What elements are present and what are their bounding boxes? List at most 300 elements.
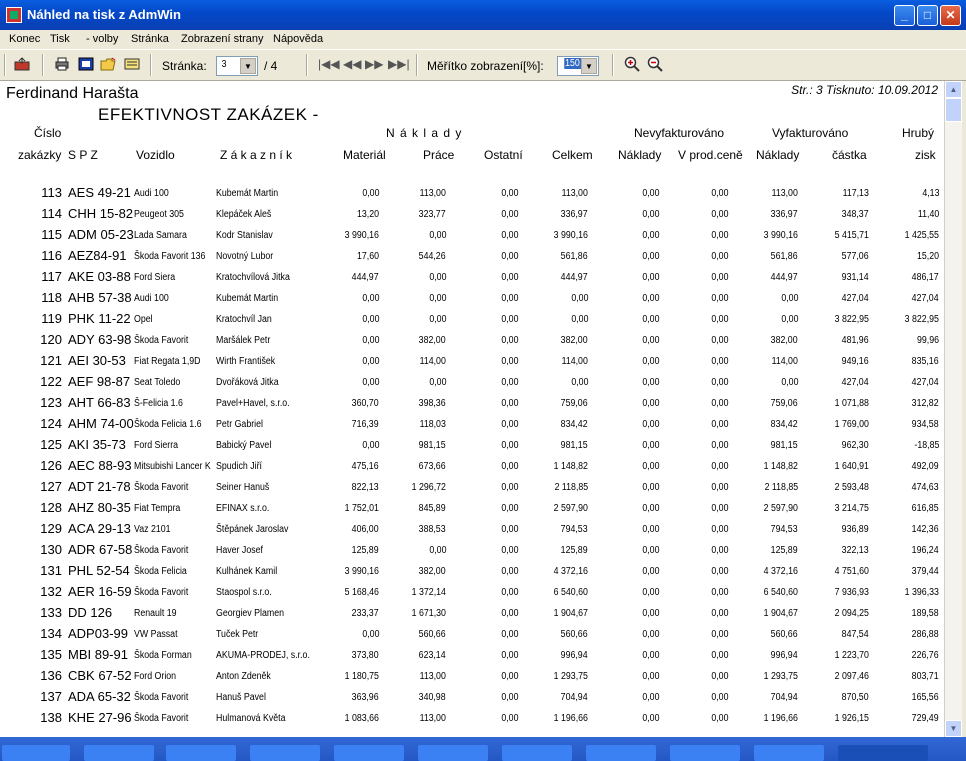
cell-gross-profit: 286,88 (912, 629, 939, 640)
scroll-down-icon[interactable]: ▼ (945, 720, 962, 737)
cell-order-number: 123 (40, 395, 62, 410)
minimize-button[interactable]: _ (894, 5, 915, 26)
cell-labor: 0,00 (428, 377, 446, 388)
cell-spz: ACA 29-13 (68, 521, 131, 536)
toolbar-separator (306, 54, 308, 76)
cell-unbilled-costs: 0,00 (641, 209, 659, 220)
taskbar-button[interactable] (754, 745, 824, 761)
cell-unbilled-sales-price: 0,00 (710, 419, 728, 430)
cell-material: 716,39 (352, 419, 379, 430)
cell-customer: Štěpánek Jaroslav (216, 524, 289, 535)
cell-unbilled-costs: 0,00 (641, 377, 659, 388)
cell-billed-costs: 125,89 (771, 545, 798, 556)
cell-billed-amount: 1 071,88 (834, 398, 869, 409)
cell-material: 3 990,16 (344, 566, 379, 577)
header-ostatni: Ostatní (484, 148, 523, 162)
cell-total: 125,89 (561, 545, 588, 556)
chevron-down-icon[interactable]: ▼ (240, 58, 256, 74)
cell-labor: 845,89 (419, 503, 446, 514)
cell-vehicle: Peugeot 305 (134, 209, 184, 220)
toolbar-separator (416, 54, 418, 76)
cell-billed-costs: 114,00 (771, 356, 798, 367)
cell-total: 834,42 (561, 419, 588, 430)
cell-gross-profit: 226,76 (912, 650, 939, 661)
cell-customer: Georgiev Plamen (216, 608, 284, 619)
cell-order-number: 128 (40, 500, 62, 515)
cell-spz: PHK 11-22 (68, 311, 131, 326)
taskbar-button[interactable] (670, 745, 740, 761)
cell-billed-costs: 704,94 (771, 692, 798, 703)
cell-gross-profit: 427,04 (912, 377, 939, 388)
cell-gross-profit: 142,36 (912, 524, 939, 535)
cell-other: 0,00 (500, 251, 518, 262)
close-button[interactable]: ✕ (940, 5, 961, 26)
cell-customer: Pavel+Havel, s.r.o. (216, 398, 290, 409)
cell-order-number: 132 (40, 584, 62, 599)
cell-total: 2 118,85 (554, 482, 588, 493)
cell-gross-profit: 3 822,95 (904, 314, 939, 325)
report-title: EFEKTIVNOST ZAKÁZEK - (98, 105, 319, 124)
zoom-select-value: 150 (565, 58, 580, 69)
open-folder-icon[interactable] (100, 57, 116, 71)
cell-billed-costs: 981,15 (771, 440, 798, 451)
cell-material: 0,00 (361, 314, 379, 325)
cell-labor: 113,00 (419, 188, 446, 199)
header-naklady-fakt: Náklady (756, 148, 800, 162)
cell-unbilled-sales-price: 0,00 (710, 335, 728, 346)
cell-spz: AHM 74-00 (68, 416, 134, 431)
cell-unbilled-sales-price: 0,00 (710, 314, 728, 325)
cell-customer: Hulmanová Květa (216, 713, 286, 724)
cell-customer: Dvořáková Jitka (216, 377, 279, 388)
table-row (0, 626, 944, 647)
cell-vehicle: Vaz 2101 (134, 524, 171, 535)
cell-material: 5 168,46 (344, 587, 379, 598)
cell-billed-amount: 117,13 (842, 188, 869, 199)
page-setup-icon[interactable] (124, 57, 140, 71)
cell-unbilled-costs: 0,00 (641, 545, 659, 556)
cell-other: 0,00 (500, 293, 518, 304)
cell-total: 2 597,90 (553, 503, 588, 514)
cell-material: 233,37 (352, 608, 379, 619)
cell-billed-amount: 1 640,91 (834, 461, 869, 472)
toolbar-separator (42, 54, 44, 76)
header-spz: S P Z (68, 148, 98, 162)
table-row (0, 458, 944, 479)
cell-unbilled-costs: 0,00 (641, 524, 659, 535)
cell-billed-costs: 0,00 (780, 293, 798, 304)
cell-billed-costs: 759,06 (771, 398, 798, 409)
cell-vehicle: Škoda Felicia (134, 566, 187, 577)
cell-customer: Wirth František (216, 356, 276, 367)
menu-zobrazeni-strany[interactable]: Zobrazení strany (181, 33, 264, 45)
cell-unbilled-costs: 0,00 (641, 314, 659, 325)
cell-gross-profit: 1 425,55 (904, 230, 939, 241)
taskbar-button[interactable] (334, 745, 404, 761)
header-nevyfakturovano: Nevyfakturováno (634, 126, 725, 140)
cell-gross-profit: 1 396,33 (904, 587, 939, 598)
cell-billed-amount: 936,89 (842, 524, 869, 535)
page-total: / 4 (264, 59, 278, 73)
report-owner: Ferdinand Harašta (6, 85, 139, 102)
cell-other: 0,00 (500, 314, 518, 325)
cell-vehicle: Fiat Regata 1,9D (134, 356, 201, 367)
cell-total: 560,66 (561, 629, 588, 640)
cell-unbilled-costs: 0,00 (641, 440, 659, 451)
cell-vehicle: Seat Toledo (134, 377, 181, 388)
cell-customer: Kratochvíl Jan (216, 314, 272, 325)
table-row (0, 332, 944, 353)
cell-billed-amount: 949,16 (842, 356, 869, 367)
header-v-prod-cene: V prod.ceně (678, 148, 743, 162)
cell-billed-costs: 1 196,66 (763, 713, 798, 724)
cell-labor: 382,00 (419, 566, 446, 577)
report-page (0, 81, 944, 737)
cell-unbilled-sales-price: 0,00 (710, 713, 728, 724)
menu-tisk[interactable]: Tisk (50, 33, 70, 45)
taskbar-button[interactable] (586, 745, 656, 761)
page-select[interactable] (216, 56, 258, 76)
cell-other: 0,00 (500, 503, 518, 514)
taskbar (0, 737, 966, 761)
cell-spz: AHB 57-38 (68, 290, 132, 305)
cell-vehicle: Škoda Forman (134, 650, 192, 661)
cell-labor: 623,14 (419, 650, 446, 661)
cell-billed-amount: 3 214,75 (834, 503, 869, 514)
cell-spz: AES 49-21 (68, 185, 131, 200)
menu-volby[interactable]: - volby (86, 33, 119, 45)
cell-customer: Kulhánek Kamil (216, 566, 278, 577)
cell-unbilled-costs: 0,00 (641, 713, 659, 724)
next-page-icon[interactable]: ▶▶ (365, 57, 384, 71)
cell-material: 0,00 (361, 356, 379, 367)
cell-billed-costs: 996,94 (771, 650, 798, 661)
toolbar-separator (612, 54, 614, 76)
cell-other: 0,00 (500, 587, 518, 598)
cell-material: 13,20 (356, 209, 379, 220)
cell-other: 0,00 (500, 230, 518, 241)
cell-total: 794,53 (561, 524, 588, 535)
cell-customer: Kubemát Martin (216, 293, 279, 304)
cell-total: 3 990,16 (553, 230, 588, 241)
cell-unbilled-sales-price: 0,00 (710, 356, 728, 367)
cell-labor: 382,00 (419, 335, 446, 346)
cell-other: 0,00 (500, 398, 518, 409)
cell-other: 0,00 (500, 650, 518, 661)
cell-vehicle: Škoda Favorit (134, 692, 189, 703)
cell-spz: AHT 66-83 (68, 395, 131, 410)
cell-spz: DD 126 (68, 605, 113, 620)
taskbar-button[interactable] (250, 745, 320, 761)
table-row (0, 395, 944, 416)
cell-labor: 1 372,14 (411, 587, 446, 598)
cell-total: 759,06 (561, 398, 588, 409)
cell-order-number: 125 (40, 437, 62, 452)
zoom-select[interactable] (557, 56, 599, 76)
cell-labor: 544,26 (419, 251, 446, 262)
cell-labor: 1 296,72 (411, 482, 446, 493)
cell-billed-costs: 560,66 (771, 629, 798, 640)
table-row (0, 353, 944, 374)
cell-customer: Anton Zdeněk (216, 671, 271, 682)
cell-unbilled-sales-price: 0,00 (710, 251, 728, 262)
cell-labor: 388,53 (419, 524, 446, 535)
cell-other: 0,00 (500, 188, 518, 199)
cell-order-number: 138 (40, 710, 62, 725)
cell-unbilled-costs: 0,00 (641, 461, 659, 472)
cell-unbilled-sales-price: 0,00 (710, 461, 728, 472)
cell-labor: 398,36 (419, 398, 446, 409)
cell-other: 0,00 (500, 608, 518, 619)
cell-spz: MBI 89-91 (68, 647, 128, 662)
header-prace: Práce (423, 148, 455, 162)
cell-total: 561,86 (561, 251, 588, 262)
cell-order-number: 121 (40, 353, 62, 368)
cell-labor: 0,00 (428, 272, 446, 283)
window-title: Náhled na tisk z AdmWin (27, 7, 181, 22)
cell-gross-profit: 15,20 (916, 251, 939, 262)
taskbar-button[interactable] (2, 745, 70, 761)
cell-billed-amount: 870,50 (842, 692, 869, 703)
table-row (0, 185, 944, 206)
cell-spz: AKE 03-88 (68, 269, 131, 284)
cell-vehicle: Škoda Favorit (134, 335, 189, 346)
cell-billed-costs: 382,00 (771, 335, 798, 346)
cell-order-number: 137 (40, 689, 62, 704)
cell-unbilled-costs: 0,00 (641, 293, 659, 304)
cell-billed-costs: 561,86 (771, 251, 798, 262)
cell-billed-amount: 962,30 (842, 440, 869, 451)
cell-billed-amount: 5 415,71 (834, 230, 869, 241)
cell-spz: ADY 63-98 (68, 332, 132, 347)
header-cislo: Číslo (34, 126, 62, 140)
menu-stranka[interactable]: Stránka (131, 33, 169, 45)
cell-gross-profit: 934,58 (912, 419, 939, 430)
taskbar-button-active[interactable] (838, 745, 928, 761)
cell-unbilled-costs: 0,00 (641, 251, 659, 262)
cell-spz: ADR 67-58 (68, 542, 133, 557)
cell-labor: 0,00 (428, 230, 446, 241)
cell-gross-profit: 474,63 (912, 482, 939, 493)
cell-other: 0,00 (500, 419, 518, 430)
cell-customer: Spudich Jiří (216, 461, 262, 472)
zoom-in-icon[interactable] (624, 56, 640, 72)
cell-unbilled-sales-price: 0,00 (710, 440, 728, 451)
cell-billed-amount: 427,04 (842, 293, 869, 304)
cell-billed-amount: 1 223,70 (834, 650, 869, 661)
cell-spz: KHE 27-96 (68, 710, 132, 725)
cell-billed-costs: 336,97 (771, 209, 798, 220)
cell-unbilled-sales-price: 0,00 (710, 545, 728, 556)
cell-customer: Novotný Lubor (216, 251, 274, 262)
page-label: Stránka: (162, 59, 207, 73)
cell-total: 6 540,60 (553, 587, 588, 598)
cell-material: 1 083,66 (344, 713, 379, 724)
cell-unbilled-sales-price: 0,00 (710, 293, 728, 304)
cell-billed-amount: 427,04 (842, 377, 869, 388)
taskbar-button[interactable] (166, 745, 236, 761)
cell-order-number: 120 (40, 332, 62, 347)
cell-material: 360,70 (352, 398, 379, 409)
cell-spz: CHH 15-82 (68, 206, 134, 221)
cell-other: 0,00 (500, 545, 518, 556)
cell-other: 0,00 (500, 671, 518, 682)
cell-unbilled-costs: 0,00 (641, 188, 659, 199)
toolbar-separator (150, 54, 152, 76)
cell-billed-amount: 481,96 (842, 335, 869, 346)
cell-unbilled-costs: 0,00 (641, 482, 659, 493)
cell-billed-amount: 2 097,46 (834, 671, 869, 682)
taskbar-button[interactable] (84, 745, 154, 761)
cell-unbilled-sales-price: 0,00 (710, 482, 728, 493)
cell-customer: Babický Pavel (216, 440, 272, 451)
cell-vehicle: Audi 100 (134, 293, 169, 304)
zoom-out-icon[interactable] (647, 56, 663, 72)
cell-vehicle: Škoda Favorit (134, 482, 189, 493)
cell-total: 0,00 (570, 377, 588, 388)
header-vyfakturovano: Vyfakturováno (772, 126, 849, 140)
title-bar[interactable] (0, 0, 966, 30)
scroll-up-icon[interactable]: ▲ (945, 81, 962, 98)
cell-labor: 981,15 (419, 440, 446, 451)
table-row (0, 710, 944, 731)
cell-material: 0,00 (361, 629, 379, 640)
cell-unbilled-sales-price: 0,00 (710, 566, 728, 577)
cell-unbilled-costs: 0,00 (641, 272, 659, 283)
cell-billed-costs: 6 540,60 (763, 587, 798, 598)
table-row (0, 269, 944, 290)
maximize-button[interactable]: □ (917, 5, 938, 26)
first-page-icon[interactable]: |◀◀ (318, 57, 340, 71)
cell-customer: EFINAX s.r.o. (216, 503, 270, 514)
table-row (0, 689, 944, 710)
cell-other: 0,00 (500, 713, 518, 724)
cell-vehicle: Ford Siera (134, 272, 176, 283)
header-celkem: Celkem (552, 148, 593, 162)
cell-order-number: 115 (41, 227, 62, 242)
cell-billed-costs: 0,00 (780, 314, 798, 325)
cell-order-number: 131 (40, 563, 62, 578)
cell-total: 996,94 (561, 650, 588, 661)
table-row (0, 479, 944, 500)
menu-konec[interactable]: Konec (9, 33, 41, 45)
table-row (0, 206, 944, 227)
cell-other: 0,00 (500, 335, 518, 346)
cell-spz: AEC 88-93 (68, 458, 132, 473)
taskbar-button[interactable] (418, 745, 488, 761)
table-row (0, 500, 944, 521)
cell-unbilled-costs: 0,00 (641, 629, 659, 640)
cell-order-number: 122 (40, 374, 62, 389)
cell-gross-profit: 4,13 (921, 188, 939, 199)
cell-material: 822,13 (352, 482, 379, 493)
cell-labor: 1 671,30 (411, 608, 446, 619)
cell-vehicle: Opel (134, 314, 153, 325)
cell-unbilled-sales-price: 0,00 (710, 629, 728, 640)
cell-vehicle: Škoda Favorit (134, 587, 189, 598)
cell-order-number: 119 (41, 311, 62, 326)
cell-other: 0,00 (500, 377, 518, 388)
cell-customer: Staospol s.r.o. (216, 587, 272, 598)
cell-total: 444,97 (561, 272, 588, 283)
cell-spz: ADT 21-78 (68, 479, 131, 494)
vertical-scrollbar[interactable] (944, 81, 962, 737)
menu-bar (0, 30, 966, 49)
header-hruby: Hrubý (902, 126, 935, 140)
table-row (0, 605, 944, 626)
cell-labor: 673,66 (419, 461, 446, 472)
cell-unbilled-costs: 0,00 (641, 566, 659, 577)
cell-material: 0,00 (361, 188, 379, 199)
cell-gross-profit: 803,71 (912, 671, 939, 682)
previous-page-icon[interactable]: ◀◀ (343, 57, 362, 71)
cell-unbilled-costs: 0,00 (641, 671, 659, 682)
header-material: Materiál (343, 148, 386, 162)
printer-icon[interactable] (54, 57, 70, 71)
cell-total: 0,00 (570, 314, 588, 325)
cell-labor: 0,00 (428, 314, 446, 325)
cell-vehicle: VW Passat (134, 629, 178, 640)
cell-gross-profit: 312,82 (912, 398, 939, 409)
print-setup-icon[interactable] (78, 57, 94, 71)
cell-unbilled-costs: 0,00 (641, 692, 659, 703)
cell-gross-profit: 492,09 (912, 461, 939, 472)
cell-labor: 323,77 (419, 209, 446, 220)
cell-billed-costs: 794,53 (771, 524, 798, 535)
cell-billed-costs: 0,00 (780, 377, 798, 388)
cell-unbilled-sales-price: 0,00 (710, 650, 728, 661)
cell-order-number: 134 (40, 626, 62, 641)
cell-order-number: 113 (41, 185, 62, 200)
cell-customer: Maršálek Petr (216, 335, 271, 346)
cell-billed-amount: 847,54 (842, 629, 869, 640)
cell-labor: 560,66 (419, 629, 446, 640)
exit-icon[interactable] (14, 57, 30, 71)
cell-other: 0,00 (500, 440, 518, 451)
scroll-thumb[interactable] (945, 98, 962, 122)
cell-vehicle: Lada Samara (134, 230, 187, 241)
cell-vehicle: Renault 19 (134, 608, 177, 619)
cell-other: 0,00 (500, 629, 518, 640)
table-row (0, 311, 944, 332)
cell-order-number: 126 (40, 458, 62, 473)
toolbar-separator (4, 54, 6, 76)
header-vozidlo: Vozidlo (136, 148, 175, 162)
cell-other: 0,00 (500, 356, 518, 367)
header-zakazky: zakázky (18, 148, 62, 162)
cell-unbilled-sales-price: 0,00 (710, 209, 728, 220)
cell-material: 125,89 (352, 545, 379, 556)
last-page-icon[interactable]: ▶▶| (388, 57, 410, 71)
cell-billed-amount: 931,14 (842, 272, 869, 283)
header-naklady-group: N á k l a d y (386, 126, 463, 140)
cell-labor: 340,98 (419, 692, 446, 703)
header-zisk: zisk (915, 148, 936, 162)
taskbar-button[interactable] (502, 745, 572, 761)
cell-total: 1 148,82 (553, 461, 588, 472)
cell-spz: PHL 52-54 (68, 563, 130, 578)
app-icon (6, 7, 22, 23)
cell-billed-amount: 1 769,00 (834, 419, 869, 430)
menu-napoveda[interactable]: Nápověda (273, 33, 324, 45)
cell-vehicle: Ford Sierra (134, 440, 179, 451)
cell-labor: 114,00 (419, 356, 446, 367)
cell-unbilled-costs: 0,00 (641, 587, 659, 598)
cell-order-number: 130 (40, 542, 62, 557)
cell-customer: Kubemát Martin (216, 188, 279, 199)
chevron-down-icon[interactable]: ▼ (581, 58, 597, 74)
cell-gross-profit: 616,85 (912, 503, 939, 514)
